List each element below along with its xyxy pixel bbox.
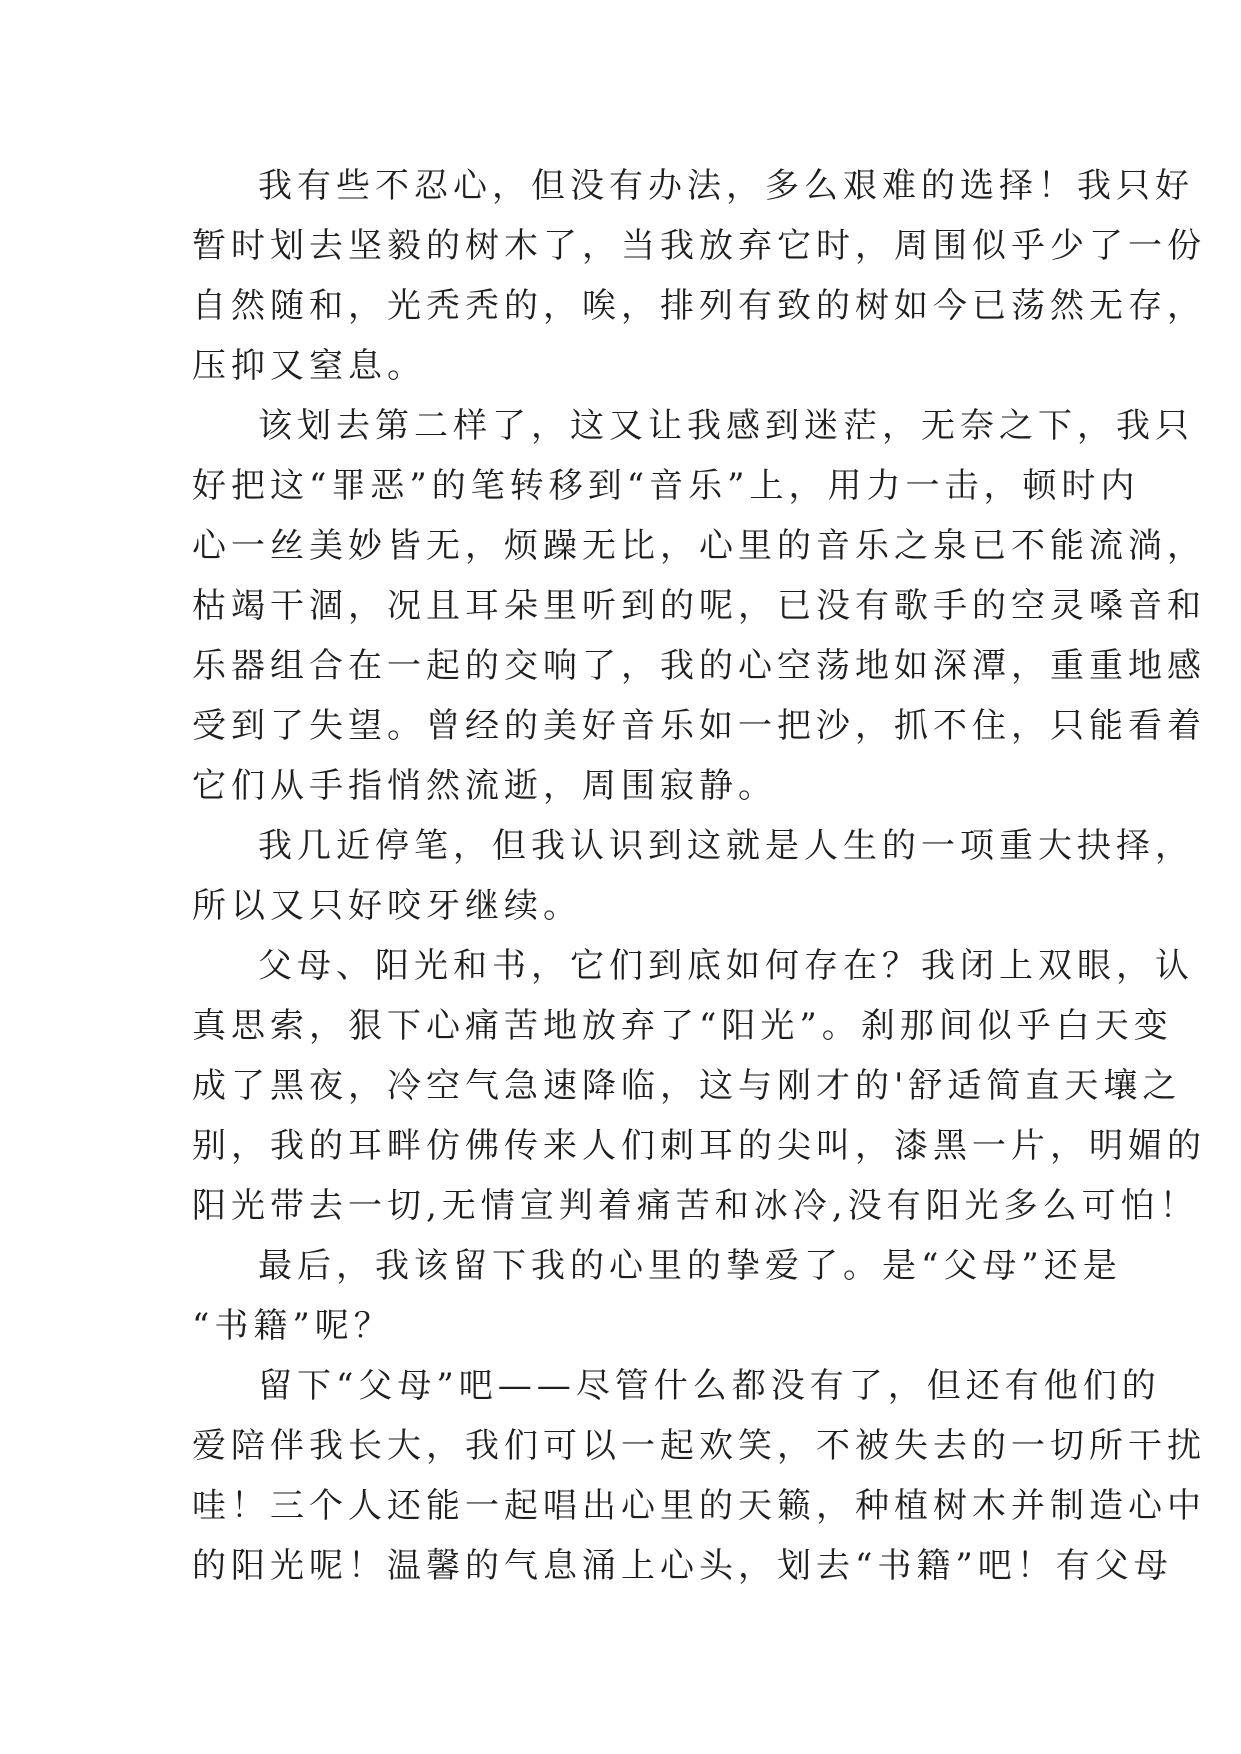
paragraph-line: 乐器组合在一起的交响了，我的心空荡地如深潭，重重地感 (192, 646, 1206, 686)
paragraph-line: 成了黑夜，冷空气急速降临，这与刚才的'舒适简直天壤之 (192, 1066, 1182, 1106)
paragraph-line: 暂时划去坚毅的树木了，当我放弃它时，周围似乎少了一份 (192, 226, 1206, 266)
paragraph-line: 所以又只好咬牙继续。 (192, 886, 582, 926)
paragraph-line: 压抑又窒息。 (192, 346, 426, 386)
paragraph-line: 的阳光呢！温馨的气息涌上心头，划去“书籍”吧！有父母 (192, 1546, 1173, 1586)
paragraph-line: 好把这“罪恶”的笔转移到“音乐”上，用力一击，顿时内 (192, 466, 1140, 506)
paragraph-line: 我几近停笔，但我认识到这就是人生的一项重大抉择， (258, 826, 1194, 866)
paragraph-line: 最后，我该留下我的心里的挚爱了。是“父母”还是 (258, 1246, 1122, 1286)
paragraph-line: 该划去第二样了，这又让我感到迷茫，无奈之下，我只 (258, 406, 1194, 446)
paragraph-line: 父母、阳光和书，它们到底如何存在？我闭上双眼，认 (258, 946, 1194, 986)
paragraph-line: 受到了失望。曾经的美好音乐如一把沙，抓不住，只能看着 (192, 706, 1206, 746)
paragraph-line: “书籍”呢？ (192, 1306, 393, 1346)
paragraph-line: 它们从手指悄然流逝，周围寂静。 (192, 766, 777, 806)
paragraph-line: 枯竭干涸，况且耳朵里听到的呢，已没有歌手的空灵嗓音和 (192, 586, 1206, 626)
paragraph-line: 留下“父母”吧——尽管什么都没有了，但还有他们的 (258, 1366, 1161, 1406)
paragraph-line: 阳光带去一切,无情宣判着痛苦和冰冷,没有阳光多么可怕！ (192, 1186, 1199, 1226)
paragraph-line: 心一丝美妙皆无，烦躁无比，心里的音乐之泉已不能流淌， (192, 526, 1206, 566)
paragraph-line: 哇！三个人还能一起唱出心里的天籁，种植树木并制造心中 (192, 1486, 1206, 1526)
paragraph-line: 别，我的耳畔仿佛传来人们刺耳的尖叫，漆黑一片，明媚的 (192, 1126, 1206, 1166)
paragraph-line: 真思索，狠下心痛苦地放弃了“阳光”。刹那间似乎白天变 (192, 1006, 1173, 1046)
paragraph-line: 爱陪伴我长大，我们可以一起欢笑，不被失去的一切所干扰 (192, 1426, 1206, 1466)
paragraph-line: 自然随和，光秃秃的，唉，排列有致的树如今已荡然无存， (192, 286, 1206, 326)
paragraph-line: 我有些不忍心，但没有办法，多么艰难的选择！我只好 (258, 166, 1194, 206)
essay-text (192, 156, 1206, 1596)
